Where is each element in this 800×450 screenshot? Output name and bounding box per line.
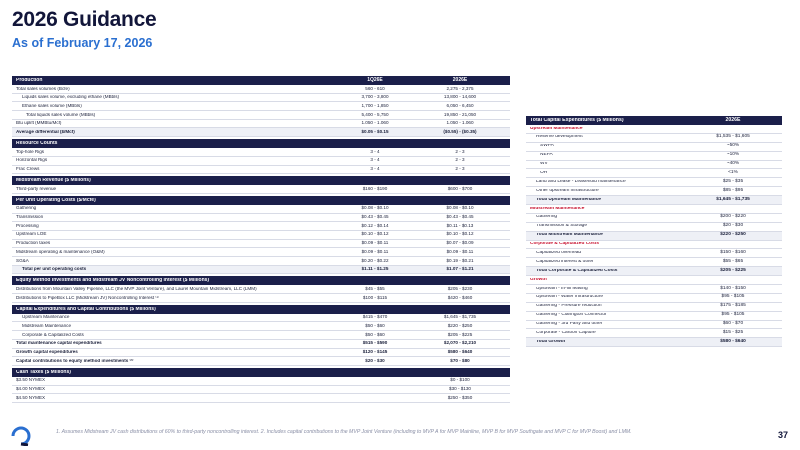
row-label: NEPA <box>540 153 553 158</box>
row-value-1q26e: 3 - 4 <box>370 166 380 172</box>
row-label: Upstream Maintenance <box>22 315 70 320</box>
row-label: Gathering - Clarington Connector <box>536 313 607 318</box>
row-label: Upstream Maintenance <box>530 126 583 131</box>
table-row <box>526 321 782 330</box>
page-title: 2026 Guidance <box>12 8 157 31</box>
section-header-cash_taxes <box>12 368 510 377</box>
table-row <box>12 94 510 103</box>
row-value-2026e: $205 - $225 <box>720 267 746 273</box>
table-row <box>12 357 510 366</box>
row-label: Production taxes <box>16 241 51 246</box>
row-value-2026e: $205 - $225 <box>447 331 473 337</box>
table-row <box>526 329 782 338</box>
row-label: Total Corporate & Capitalized Costs <box>536 268 618 273</box>
table-row <box>12 394 510 403</box>
table-row <box>526 223 782 232</box>
row-value-2026e: ~50% <box>726 143 740 149</box>
row-value-1q26e: $0.12 - $0.14 <box>361 222 389 228</box>
table-row <box>526 214 782 223</box>
row-label: Upstream - Water infrastructure <box>536 295 603 300</box>
footnote: 1. Assumes Midstream JV cash distributions of 60% to third-party noncontrolling interest. 2. Includes capital contributions to the MVP Joint Venture (including to MVP A for MVP Mainline, MVP B for MVP Southgate and MVP C for MVP Boost) and LMM. <box>56 429 632 435</box>
table-row <box>12 248 510 257</box>
table-row <box>12 214 510 223</box>
section-title: Midstream Revenue ($ Millions) <box>16 178 91 184</box>
table-row <box>526 303 782 312</box>
row-label: Midstream operating & maintenance (O&M) <box>16 249 105 254</box>
table-row <box>526 312 782 321</box>
row-label: Horizontal Rigs <box>16 158 48 163</box>
row-value-2026e: $150 - $160 <box>720 250 746 256</box>
row-value-2026e: $55 - $65 <box>722 258 744 264</box>
row-value-2026e: $140 - $150 <box>720 285 746 291</box>
section-header-equity <box>12 276 510 285</box>
section-header-resources <box>12 139 510 148</box>
row-value-2026e: $25 - $35 <box>722 178 744 184</box>
table-row <box>12 340 510 349</box>
row-value-1q26e: $100 - $115 <box>362 294 388 300</box>
row-value-1q26e: $515 - $590 <box>362 340 388 346</box>
row-value-1q26e: $160 - $190 <box>362 185 388 191</box>
row-label: Average differential ($/Mcf) <box>16 129 75 134</box>
row-value-2026e: 19,850 - 21,050 <box>443 111 477 117</box>
capex-table-header <box>526 116 782 125</box>
row-label: Processing <box>16 223 39 228</box>
table-row <box>526 152 782 161</box>
table-row <box>12 231 510 240</box>
row-value-2026e: $0.07 - $0.09 <box>446 240 474 246</box>
section-header-unit_costs <box>12 196 510 205</box>
table-row <box>12 128 510 137</box>
table-row <box>12 185 510 194</box>
row-label: SG&A <box>16 258 29 263</box>
row-value-2026e: $1,535 - $1,605 <box>716 134 750 140</box>
row-value-2026e: 6,050 - 6,450 <box>446 102 474 108</box>
row-value-2026e: 2 - 3 <box>455 166 465 172</box>
table-row <box>12 157 510 166</box>
row-label: $4.00 NYMEX <box>16 387 46 392</box>
row-value-1q26e: 1.050 - 1.060 <box>361 120 389 126</box>
row-value-1q26e: 1,700 - 1,850 <box>361 102 389 108</box>
row-value-2026e: $30 - $130 <box>449 386 471 392</box>
row-label: Capitalized interest & other <box>536 259 594 264</box>
row-value-2026e: $0.10 - $0.12 <box>446 231 474 237</box>
table-row <box>526 187 782 196</box>
row-label: Distributions from Mountain Valley Pipeline, LLC (the MVP Joint Venture), and Laurel Mountain Midstream, LLC (LMM) <box>16 286 257 291</box>
row-label: $4.50 NYMEX <box>16 395 46 400</box>
row-value-2026e: $250 - $350 <box>447 394 473 400</box>
row-label: Total liquids sales volume (MBbls) <box>26 112 96 117</box>
row-value-2026e: ($0.55) - ($0.35) <box>443 128 477 134</box>
section-header-midstream_rev <box>12 176 510 185</box>
table-row <box>12 285 510 294</box>
row-value-2026e: $580 - $640 <box>447 349 473 355</box>
table-row <box>526 196 782 205</box>
table-row <box>12 386 510 395</box>
row-label: Corporate & Capitalized Costs <box>22 332 84 337</box>
table-row <box>12 205 510 214</box>
table-row <box>12 120 510 129</box>
table-row <box>12 102 510 111</box>
row-value-2026e: <1% <box>728 170 738 175</box>
row-value-1q26e: $50 - $60 <box>365 331 385 337</box>
table-row <box>526 205 782 214</box>
row-value-2026e: $420 - $460 <box>447 294 473 300</box>
row-label: Distributions to PipeBox LLC (Midstream JV) Noncontrolling Interest ⁽¹⁾ <box>16 295 160 300</box>
row-value-1q26e: $0.43 - $0.45 <box>361 214 389 220</box>
row-value-2026e: $1,645 - $1,735 <box>443 314 477 320</box>
table-row <box>526 294 782 303</box>
row-value-1q26e: $1.11 - $1.25 <box>361 266 389 272</box>
row-value-2026e: $600 - $700 <box>447 185 473 191</box>
guidance-table <box>12 76 510 403</box>
row-label: Total Growth <box>536 339 566 344</box>
table-row <box>526 249 782 258</box>
row-value-2026e: $205 - $230 <box>447 285 473 291</box>
table-row <box>12 377 510 386</box>
row-label: Gathering <box>16 206 37 211</box>
section-title: Cash Taxes ($ Millions) <box>16 369 71 375</box>
row-value-2026e: 2 - 3 <box>455 148 465 154</box>
row-label: Transmission & Storage <box>536 224 588 229</box>
company-logo-icon <box>10 426 32 446</box>
row-value-2026e: $1,645 - $1,735 <box>716 196 750 202</box>
table-row <box>526 338 782 347</box>
row-value-2026e: $0.19 - $0.21 <box>446 257 474 263</box>
row-value-2026e: $95 - $105 <box>721 294 745 300</box>
section-header-capex <box>12 305 510 314</box>
table-row <box>12 148 510 157</box>
column-header-2026e: 2026E <box>725 116 741 123</box>
row-value-1q26e: 5,400 - 5,750 <box>361 111 389 117</box>
row-value-1q26e: $415 - $470 <box>362 314 388 320</box>
page-number: 37 <box>777 430 788 440</box>
capex-table <box>526 116 782 347</box>
row-value-1q26e: $0.20 - $0.22 <box>361 257 389 263</box>
section-header-production <box>12 76 510 85</box>
row-label: WV <box>540 162 548 167</box>
row-label: Corporate & Capitalized Costs <box>530 242 600 247</box>
table-row <box>526 161 782 170</box>
row-value-1q26e: $0.09 - $0.11 <box>361 248 389 254</box>
row-label: Capital contributions to equity method investments ⁽²⁾ <box>16 358 134 363</box>
row-value-1q26e: $0.08 - $0.10 <box>361 205 389 211</box>
table-row <box>526 143 782 152</box>
table-row <box>526 258 782 267</box>
row-label: Other upstream infrastructure <box>536 188 599 193</box>
row-value-2026e: $15 - $25 <box>722 330 744 336</box>
capex-table-title: Total Capital Expenditures ($ Millions) <box>530 117 624 123</box>
row-value-2026e: $60 - $70 <box>722 321 744 327</box>
row-value-1q26e: $50 - $60 <box>365 322 385 328</box>
row-label: Ethane sales volume (MBbls) <box>22 103 82 108</box>
table-row <box>526 178 782 187</box>
table-row <box>526 125 782 134</box>
table-row <box>12 266 510 275</box>
row-label: Total Midstream Maintenance <box>536 233 603 238</box>
row-value-1q26e: 560 - 610 <box>365 85 385 91</box>
row-value-2026e: $200 - $220 <box>720 214 746 220</box>
row-value-2026e: $0.11 - $0.13 <box>446 222 474 228</box>
table-row <box>12 111 510 120</box>
table-row <box>12 85 510 94</box>
table-row <box>12 166 510 175</box>
row-label: Midstream Maintenance <box>530 206 585 211</box>
row-label: Midstream Maintenance <box>22 323 72 328</box>
column-header-2026e: 2026E <box>452 77 468 83</box>
section-title: Per Unit Operating Costs ($/Mcfe) <box>16 197 96 203</box>
row-label: Total Upstream Maintenance <box>536 197 601 202</box>
row-value-1q26e: $20 - $30 <box>365 357 385 363</box>
row-value-1q26e: 3 - 4 <box>370 157 380 163</box>
row-value-2026e: $2,070 - $2,210 <box>443 340 477 346</box>
table-row <box>12 349 510 358</box>
row-value-2026e: $0 - $100 <box>450 377 470 383</box>
row-label: Gathering <box>536 215 558 220</box>
table-row <box>526 134 782 143</box>
row-value-2026e: $0.09 - $0.11 <box>446 248 474 254</box>
row-value-2026e: $20 - $30 <box>722 223 744 229</box>
section-title: Equity Method Investments and Midstream JV Noncontrolling Interest ($ Millions) <box>16 278 210 284</box>
table-row <box>12 257 510 266</box>
row-value-2026e: 13,800 - 14,600 <box>443 94 477 100</box>
table-row <box>12 240 510 249</box>
row-label: Growth <box>530 277 547 282</box>
row-value-1q26e: $0.05 - $0.15 <box>361 128 389 134</box>
row-label: Reserve development <box>536 135 583 140</box>
row-label: Transmission <box>16 215 44 220</box>
row-value-2026e: $95 - $105 <box>721 312 745 318</box>
row-label: Gathering - Pressure reduction <box>536 304 602 309</box>
row-value-1q26e: 3,700 - 3,800 <box>361 94 389 100</box>
row-label: Growth capital expenditures <box>16 350 78 355</box>
row-value-1q26e: $120 - $145 <box>362 349 388 355</box>
row-label: Gathering - 3rd Party and other <box>536 322 603 327</box>
row-value-2026e: 2,275 - 2,375 <box>446 85 474 91</box>
row-value-2026e: $220 - $250 <box>447 322 473 328</box>
row-value-2026e: 1.050 - 1.060 <box>446 120 474 126</box>
row-label: Third-party revenue <box>16 186 57 191</box>
row-label: Total maintenance capital expenditures <box>16 341 102 346</box>
row-value-2026e: $0.43 - $0.45 <box>446 214 474 220</box>
row-value-2026e: $0.08 - $0.10 <box>446 205 474 211</box>
row-value-1q26e: $0.09 - $0.11 <box>361 240 389 246</box>
row-label: Land and Lease - Leasehold maintenance <box>536 179 626 184</box>
table-row <box>526 241 782 250</box>
row-value-1q26e: $0.10 - $0.12 <box>361 231 389 237</box>
row-value-2026e: $580 - $640 <box>720 338 746 344</box>
row-label: Capitalized overhead <box>536 251 582 256</box>
row-label: Total sales volumes (Bcfe) <box>16 86 70 91</box>
page-subtitle: As of February 17, 2026 <box>12 36 153 50</box>
section-title: Production <box>16 78 43 83</box>
table-row <box>526 232 782 241</box>
table-row <box>12 314 510 323</box>
row-label: $3.50 NYMEX <box>16 378 46 383</box>
row-label: Frac Crews <box>16 167 40 172</box>
row-label: Top-hole Rigs <box>16 149 45 154</box>
row-label: Total per unit operating costs <box>22 267 87 272</box>
table-row <box>526 267 782 276</box>
table-row <box>12 322 510 331</box>
table-row <box>12 222 510 231</box>
table-row <box>526 285 782 294</box>
row-value-1q26e: 3 - 4 <box>370 148 380 154</box>
row-value-2026e: $70 - $80 <box>450 357 470 363</box>
row-value-2026e: 2 - 3 <box>455 157 465 163</box>
section-title: Capital Expenditures and Capital Contributions ($ Millions) <box>16 306 156 312</box>
table-row <box>12 331 510 340</box>
row-label: Upstream - In-fill leasing <box>536 286 588 291</box>
row-label: SWPA <box>540 144 554 149</box>
row-label: Upstream LOE <box>16 232 47 237</box>
row-value-2026e: ~10% <box>726 152 740 158</box>
row-value-1q26e: $45 - $55 <box>365 285 385 291</box>
column-header-1q26e: 1Q26E <box>367 77 383 83</box>
table-row <box>526 169 782 178</box>
table-row <box>526 276 782 285</box>
row-value-2026e: $175 - $185 <box>720 303 746 309</box>
row-label: OH <box>540 171 548 175</box>
row-value-2026e: ~40% <box>726 161 740 167</box>
row-label: Corporate - Carbon Capture <box>536 331 596 336</box>
row-value-2026e: $220 - $250 <box>720 232 746 238</box>
row-value-2026e: $1.07 - $1.21 <box>446 266 474 272</box>
row-value-2026e: $85 - $95 <box>722 187 744 193</box>
section-title: Resource Counts <box>16 141 58 147</box>
row-label: Liquids sales volume, excluding ethane (MBbls) <box>22 95 120 100</box>
row-label: Btu uplift (MMBtu/Mcf) <box>16 121 62 126</box>
table-row <box>12 294 510 303</box>
